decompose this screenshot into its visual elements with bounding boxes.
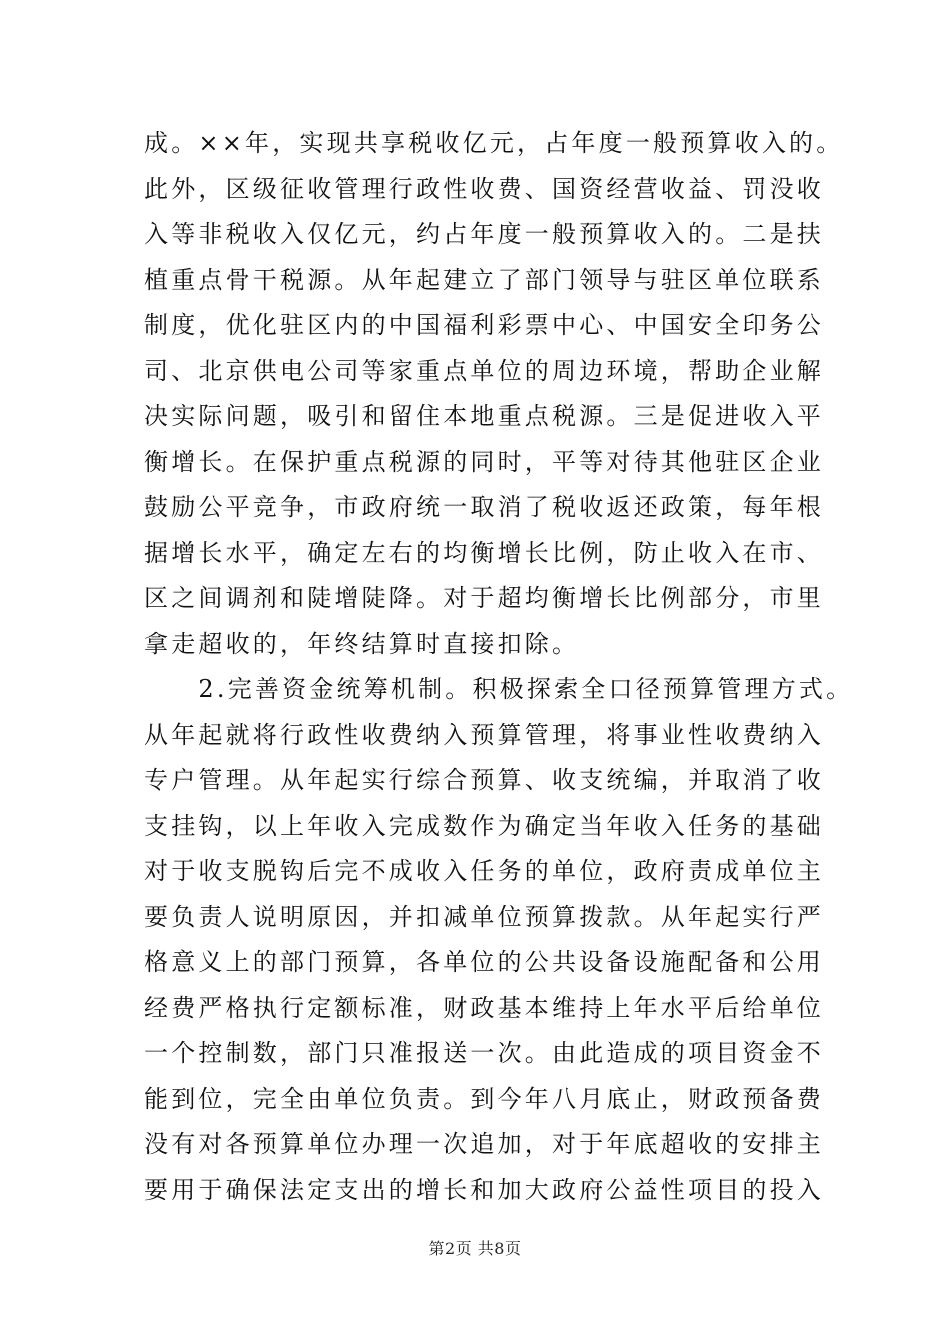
text-line: 植重点骨干税源。从年起建立了部门领导与驻区单位联系 — [144, 265, 824, 294]
text-line: 据增长水平，确定左右的均衡增长比例，防止收入在市、 — [144, 538, 824, 567]
text-line: 制度，优化驻区内的中国福利彩票中心、中国安全印务公 — [144, 311, 824, 339]
text-line: 专户管理。从年起实行综合预算、收支统编，并取消了收 — [144, 766, 824, 794]
text-line: 鼓励公平竞争，市政府统一取消了税收返还政策，每年根 — [144, 493, 824, 521]
text-line: 格意义上的部门预算，各单位的公共设备设施配备和公用 — [144, 948, 824, 976]
text-line: 一个控制数，部门只准报送一次。由此造成的项目资金不 — [144, 1039, 824, 1067]
text-line: 区之间调剂和陡增陡降。对于超均衡增长比例部分，市里 — [144, 584, 824, 612]
page-number-footer: 第2页 共8页 — [428, 1239, 522, 1258]
text-line: 对于收支脱钩后完不成收入任务的单位，政府责成单位主 — [144, 857, 824, 885]
text-line: 衡增长。在保护重点税源的同时，平等对待其他驻区企业 — [144, 447, 824, 476]
text-line: 决实际问题，吸引和留住本地重点税源。三是促进收入平 — [144, 402, 824, 430]
text-line: 要用于确保法定支出的增长和加大政府公益性项目的投入 — [144, 1175, 824, 1204]
text-line: 能到位，完全由单位负责。到今年八月底止，财政预备费 — [144, 1084, 824, 1113]
text-line: 此外，区级征收管理行政性收费、国资经营收益、罚没收 — [144, 174, 824, 203]
text-line: 入等非税收入仅亿元，约占年度一般预算收入的。二是扶 — [144, 220, 824, 248]
text-line: 经费严格执行定额标准，财政基本维持上年水平后给单位 — [144, 993, 824, 1022]
text-line: 2.完善资金统筹机制。积极探索全口径预算管理方式。 — [144, 675, 854, 703]
text-line: 司、北京供电公司等家重点单位的周边环境，帮助企业解 — [144, 356, 824, 385]
body-text — [144, 121, 854, 1213]
text-line: 成。××年，实现共享税收亿元，占年度一般预算收入的。 — [144, 129, 844, 157]
text-line: 拿走超收的，年终结算时直接扣除。 — [144, 629, 580, 658]
text-line: 没有对各预算单位办理一次追加，对于年底超收的安排主 — [144, 1130, 824, 1158]
text-line: 要负责人说明原因，并扣减单位预算拨款。从年起实行严 — [144, 902, 824, 931]
text-line: 从年起就将行政性收费纳入预算管理，将事业性收费纳入 — [144, 720, 824, 749]
text-line: 支挂钩，以上年收入完成数作为确定当年收入任务的基础 — [144, 811, 824, 840]
